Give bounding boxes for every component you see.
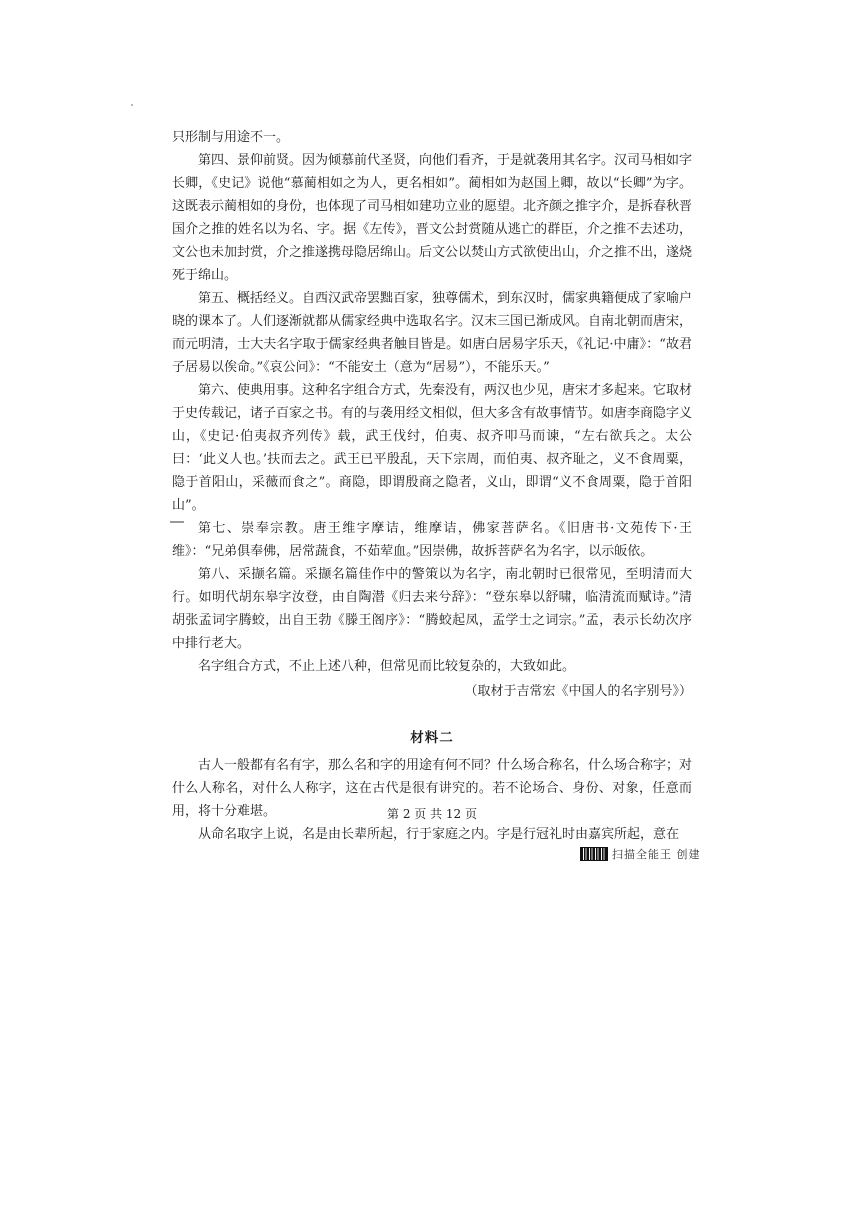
page-number: 第 2 页 共 12 页: [387, 807, 477, 821]
section-paragraph: 从命名取字上说，名是由长辈所起，行于家庭之内。字是行冠礼时由嘉宾所起，意在: [198, 827, 680, 842]
paragraph-seventh: 第七、崇奉宗教。唐王维字摩诘，维摩诘，佛家菩萨名。《旧唐书·文苑传下·王维》：“兄弟俱奉佛，居常蔬食，不茹荤血。”因崇佛，故拆菩萨名为名字，以示皈依。: [172, 521, 692, 559]
qr-code-icon: [580, 847, 608, 861]
page-content: [172, 126, 692, 846]
scanner-watermark: [580, 847, 701, 861]
paragraph-fifth: 第五、概括经义。自西汉武帝罢黜百家，独尊儒术，到东汉时，儒家典籍便成了家喻户晓的课本了。人们逐渐就都从儒家经典中选取名字。汉末三国已渐成风。自南北朝而唐宋，而元明清，士大夫名字取于儒家经典者触目皆是。如唐白居易字乐天，《礼记·中庸》：“故君子居易以俟命。”《哀公问》：“不能安土（意为“居易”），不能乐天。”: [172, 291, 693, 375]
source-citation: （取材于吉常宏《中国人的名字别号》）: [464, 684, 692, 699]
watermark-text: 扫描全能王 创建: [612, 848, 701, 861]
paragraph-continuation: 只形制与用途不一。: [172, 130, 290, 145]
scan-speck: [131, 104, 133, 106]
paragraph-eighth: 第八、采撷名篇。采撷名篇佳作中的警策以为名字，南北朝时已很常见，至明清而大行。如明代胡东皋字汝登，由自陶潜《归去来兮辞》：“登东皋以舒啸，临清流而赋诗。”清胡张孟词字腾蛟，出自王勃《滕王阁序》：“腾蛟起凤，孟学士之词宗。”孟，表示长幼次序中排行老大。: [172, 567, 692, 651]
paragraph-fourth: 第四、景仰前贤。因为倾慕前代圣贤，向他们看齐，于是就袭用其名字。汉司马相如字长卿，《史记》说他“慕蔺相如之为人，更名相如”。蔺相如为赵国上卿，故以“长卿”为字。这既表示蔺相如的身份，也体现了司马相如建功立业的愿望。北齐颜之推字介，是拆春秋晋国介之推的姓名以为名、字。据《左传》，晋文公封赏随从逃亡的群臣，介之推不去述功，文公也未加封赏，介之推遂携母隐居绵山。后文公以焚山方式欲使出山，介之推不出，遂烧死于绵山。: [172, 153, 693, 283]
section-title: 材料二: [410, 730, 454, 746]
paragraph-summary: 名字组合方式，不止上述八种，但常见而比较复杂的，大致如此。: [198, 659, 576, 674]
section-paragraph: 古人一般都有名有字，那么名和字的用途有何不同？什么场合称名，什么场合称字；对什么人称名，对什么人称字，这在古代是很有讲究的。若不论场合、身份、对象，任意而用，将十分难堪。: [172, 758, 693, 819]
paragraph-sixth: 第六、使典用事。这种名字组合方式，先秦没有，两汉也少见，唐宋才多起来。它取材于史传载记，诸子百家之书。有的与袭用经文相似，但大多含有故事情节。如唐李商隐字义山，《史记·伯夷叔齐列传》载，武王伐纣，伯夷、叔齐叩马而谏，“左右欲兵之。太公曰：‘此义人也。’扶而去之。武王已平殷乱，天下宗周，而伯夷、叔齐耻之，义不食周粟，隐于首阳山，采薇而食之”。商隐，即谓殷商之隐者，义山，即谓“义不食周粟，隐于首阳山”。: [172, 383, 693, 513]
